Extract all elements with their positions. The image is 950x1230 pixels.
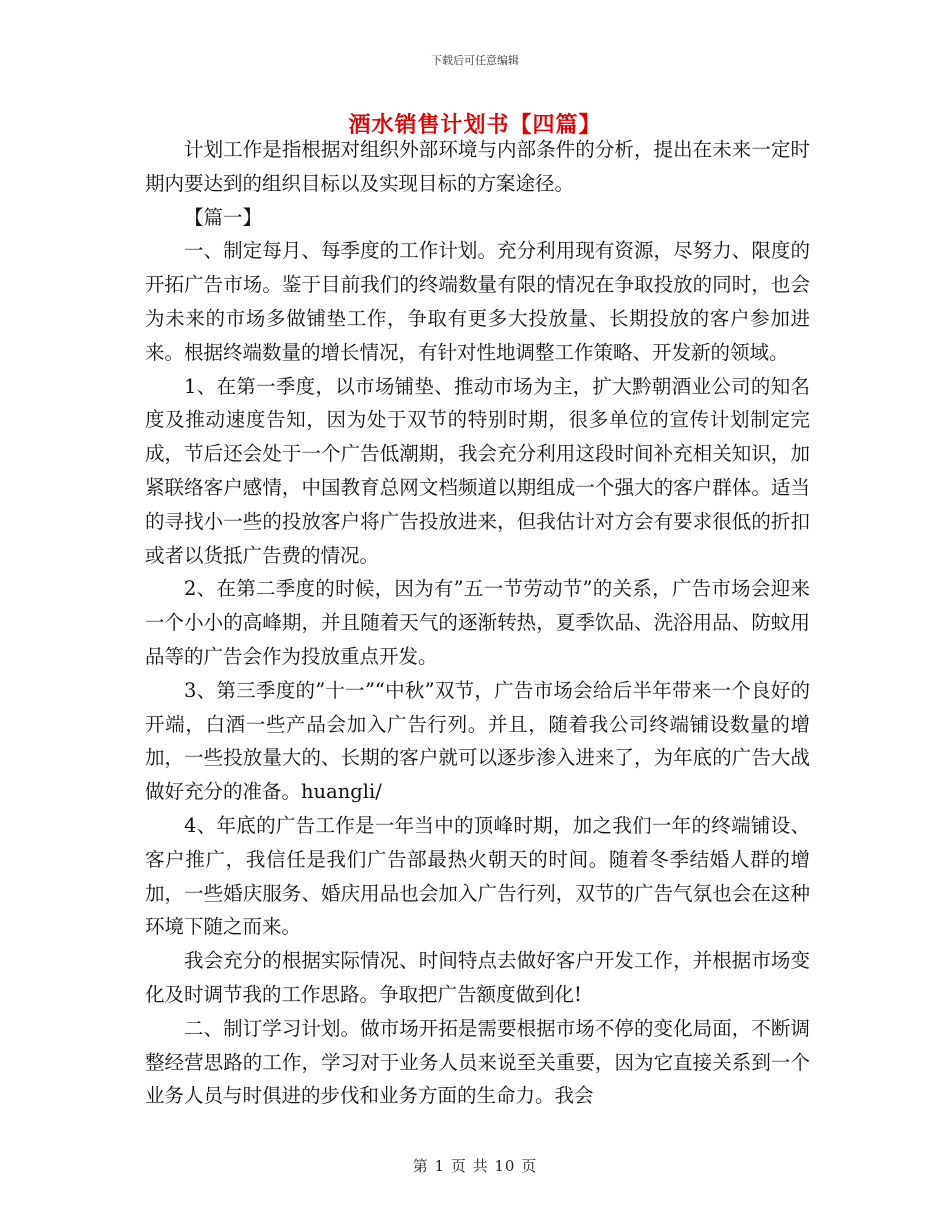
body-paragraph: 二、制订学习计划。做市场开拓是需要根据市场不停的变化局面，不断调整经营思路的工作，学习对于业务人员来说至关重要，因为它直接关系到一个业务人员与时俱进的步伐和业务方面的生命力。我会 [145, 1016, 810, 1108]
body-paragraph: 4、年底的广告工作是一年当中的顶峰时期，加之我们一年的终端铺设、客户推广，我信任是我们广告部最热火朝天的时间。随着冬季结婚人群的增加，一些婚庆服务、婚庆用品也会加入广告行列，双节的广告气氛也会在这种环境下随之而来。 [145, 813, 810, 939]
intro-paragraph: 计划工作是指根据对组织外部环境与内部条件的分析，提出在未来一定时期内要达到的组织目标以及实现目标的方案途径。 [145, 138, 810, 195]
header-note: 下载后可任意编辑 [431, 54, 519, 67]
body-paragraph: 我会充分的根据实际情况、时间特点去做好客户开发工作，并根据市场变化及时调节我的工作思路。争取把广告额度做到化! [145, 949, 810, 1006]
body-paragraph: 2、在第二季度的时候，因为有”五一节劳动节”的关系，广告市场会迎来一个小小的高峰期，并且随着天气的逐渐转热，夏季饮品、洗浴用品、防蚊用品等的广告会作为投放重点开发。 [145, 577, 810, 668]
page-footer: 第 1 页 共 10 页 [412, 1157, 538, 1175]
body-paragraph: 一、制定每月、每季度的工作计划。充分利用现有资源，尽努力、限度的开拓广告市场。鉴于目前我们的终端数量有限的情况在争取投放的同时，也会为未来的市场多做铺垫工作，争取有更多大投放量、长期投放的客户参加进来。根据终端数量的增长情况，有针对性地调整工作策略、开发新的领域。 [145, 239, 810, 364]
document-body [145, 133, 810, 1113]
section-heading: 【篇一】 [184, 205, 263, 229]
document-title: 酒水销售计划书【四篇】 [348, 112, 602, 138]
body-paragraph: 3、第三季度的”十一”“中秋”双节，广告市场会给后半年带来一个良好的开端，白酒一些产品会加入广告行列。并且，随着我公司终端铺设数量的增加，一些投放量大的、长期的客户就可以逐步渗入进来了，为年底的广告大战做好充分的准备。huangli/ [145, 678, 810, 804]
body-paragraph: 1、在第一季度，以市场铺垫、推动市场为主，扩大黔朝酒业公司的知名度及推动速度告知，因为处于双节的特别时期，很多单位的宣传计划制定完成，节后还会处于一个广告低潮期，我会充分利用这段时间补充相关知识，加紧联络客户感情，中国教育总网文档频道以期组成一个强大的客户群体。适当的寻找小一些的投放客户将广告投放进来，但我估计对方会有要求很低的折扣或者以货抵广告费的情况。 [145, 374, 810, 567]
